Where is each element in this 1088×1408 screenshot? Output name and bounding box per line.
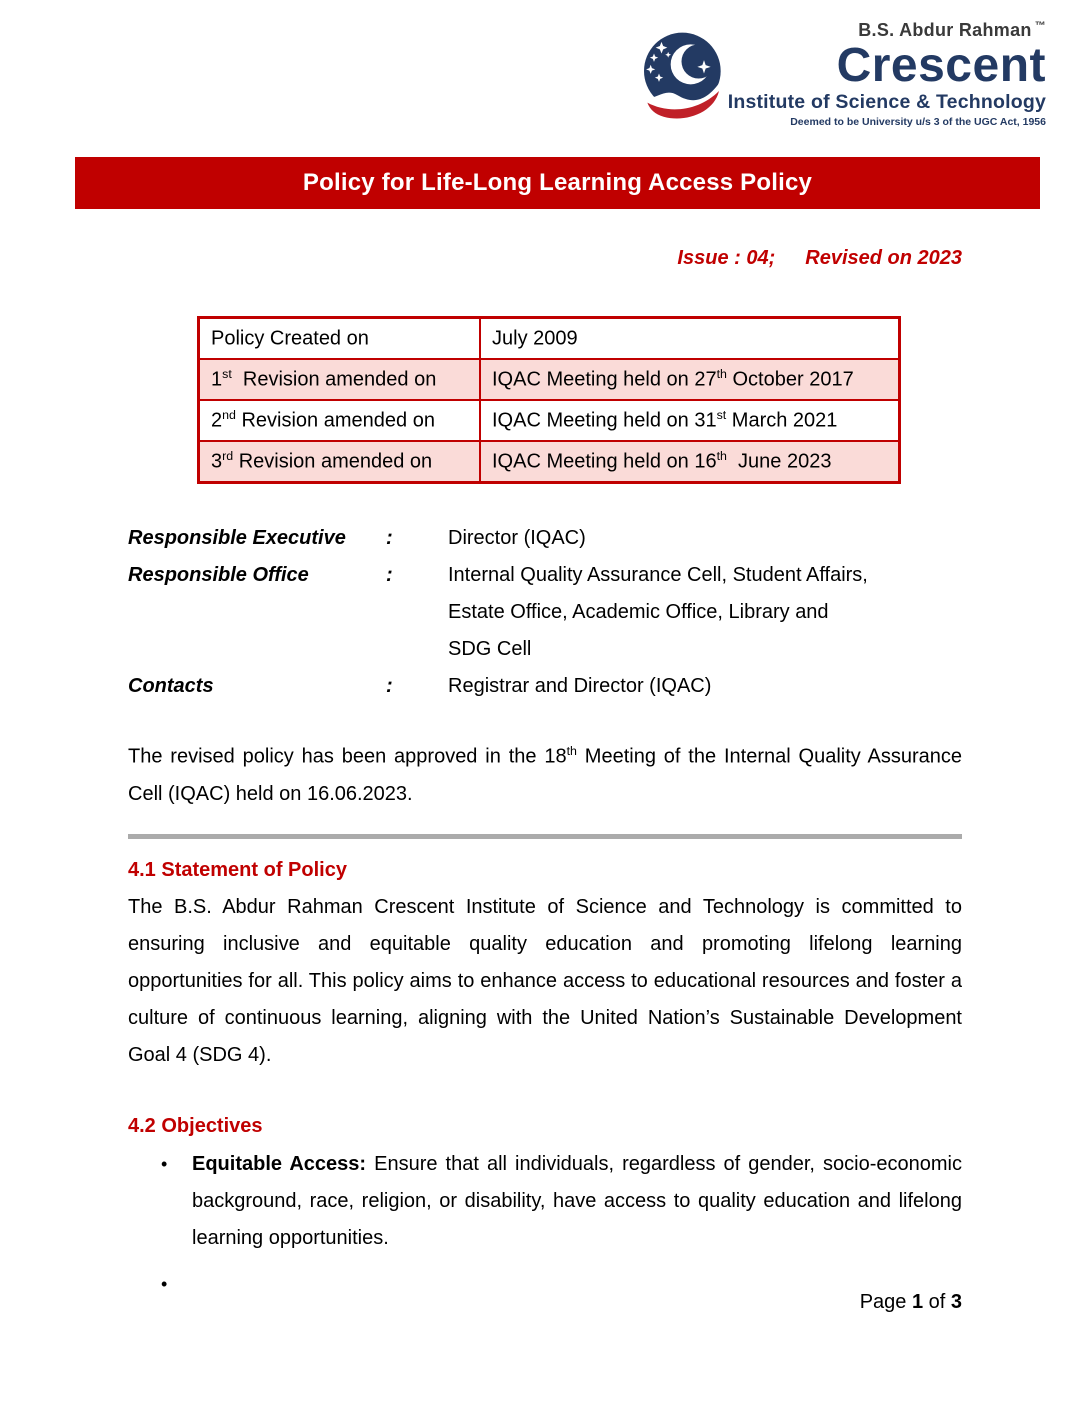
page-title: Policy for Life-Long Learning Access Policy: [302, 169, 813, 196]
issue-number: Issue : 04;: [677, 247, 776, 269]
list-item: [128, 1266, 962, 1303]
logo-trademark-text: B.S. Abdur Rahman ™: [858, 20, 1046, 40]
document-title-banner: [75, 157, 1040, 209]
total-pages-number: 3: [950, 1291, 962, 1313]
institution-logo: [634, 20, 1046, 128]
info-label: Contacts: [128, 675, 214, 697]
of-word: of: [923, 1291, 951, 1313]
info-value: SDG Cell: [448, 638, 532, 660]
section-heading-4-1: 4.1 Statement of Policy: [128, 858, 347, 881]
info-label: Responsible Office: [128, 564, 309, 586]
table-cell-value: July 2009: [480, 318, 900, 360]
table-cell-label: Policy Created on: [199, 318, 481, 360]
section-divider: [128, 834, 962, 839]
info-colon: :: [386, 675, 393, 697]
logo-brand-name: Crescent: [836, 39, 1046, 92]
table-row: [199, 318, 900, 360]
info-colon: :: [386, 527, 393, 549]
page-number: [860, 1291, 962, 1314]
ordinal-suffix: th: [566, 744, 577, 758]
crescent-logo-icon: [634, 24, 734, 128]
ordinal-suffix: th: [716, 367, 727, 382]
table-row: [199, 400, 900, 441]
trademark-symbol: ™: [1034, 20, 1046, 32]
bullet-icon: •: [161, 1153, 168, 1174]
bullet-lead: Equitable Access:: [192, 1152, 375, 1175]
revision-history-table: [197, 316, 901, 484]
bullet-text: Ensure that all individuals, regardless of gender, socio-economic background, race, religion, or disability, have access to quality education and lifelong learning opportunities.: [192, 1152, 962, 1249]
current-page-number: 1: [911, 1291, 924, 1313]
responsible-info-block: [128, 520, 962, 705]
revision-year: Revised on 2023: [805, 247, 962, 269]
page-word: Page: [859, 1291, 912, 1313]
ordinal-suffix: nd: [222, 408, 236, 423]
list-item: [128, 1146, 962, 1257]
issue-revision-line: [128, 244, 962, 272]
table-cell-label: 1st Revision amended on: [199, 359, 481, 400]
approval-paragraph: The revised policy has been approved in the 18th Meeting of the Internal Quality Assurance Cell (IQAC) held on 16.06.2023.: [128, 744, 962, 805]
info-colon: :: [386, 564, 393, 586]
info-value: Registrar and Director (IQAC): [448, 675, 712, 697]
info-label: Responsible Executive: [128, 527, 346, 549]
table-cell-value: IQAC Meeting held on 16th June 2023: [480, 441, 900, 483]
ordinal-suffix: st: [716, 408, 727, 423]
bullet-icon: •: [161, 1273, 168, 1294]
table-cell-value: IQAC Meeting held on 27th October 2017: [480, 359, 900, 400]
ordinal-suffix: rd: [222, 449, 234, 464]
objectives-list: [128, 1146, 962, 1303]
table-cell-label: 2nd Revision amended on: [199, 400, 481, 441]
document-content: [128, 244, 962, 1303]
logo-tagline: Deemed to be University u/s 3 of the UGC Act, 1956: [790, 116, 1046, 128]
info-value: Estate Office, Academic Office, Library and: [448, 601, 829, 623]
table-cell-label: 3rd Revision amended on: [199, 441, 481, 483]
ordinal-suffix: th: [716, 449, 727, 464]
table-row: [199, 359, 900, 400]
logo-subtitle: Institute of Science & Technology: [727, 91, 1046, 113]
section-heading-4-2: 4.2 Objectives: [128, 1114, 263, 1137]
table-cell-value: IQAC Meeting held on 31st March 2021: [480, 400, 900, 441]
table-row: [199, 441, 900, 483]
info-value: Internal Quality Assurance Cell, Student Affairs,: [448, 564, 868, 586]
policy-statement-paragraph: The B.S. Abdur Rahman Crescent Institute of Science and Technology is committed to ensuring inclusive and equitable quality education and promoting lifelong learning opportunities for all. This policy aims to enhance access to educational resources and foster a culture of continuous learning, aligning with the United Nation’s Sustainable Development Goal 4 (SDG 4).: [128, 895, 962, 1066]
ordinal-suffix: st: [222, 367, 232, 382]
info-value: Director (IQAC): [448, 527, 586, 549]
